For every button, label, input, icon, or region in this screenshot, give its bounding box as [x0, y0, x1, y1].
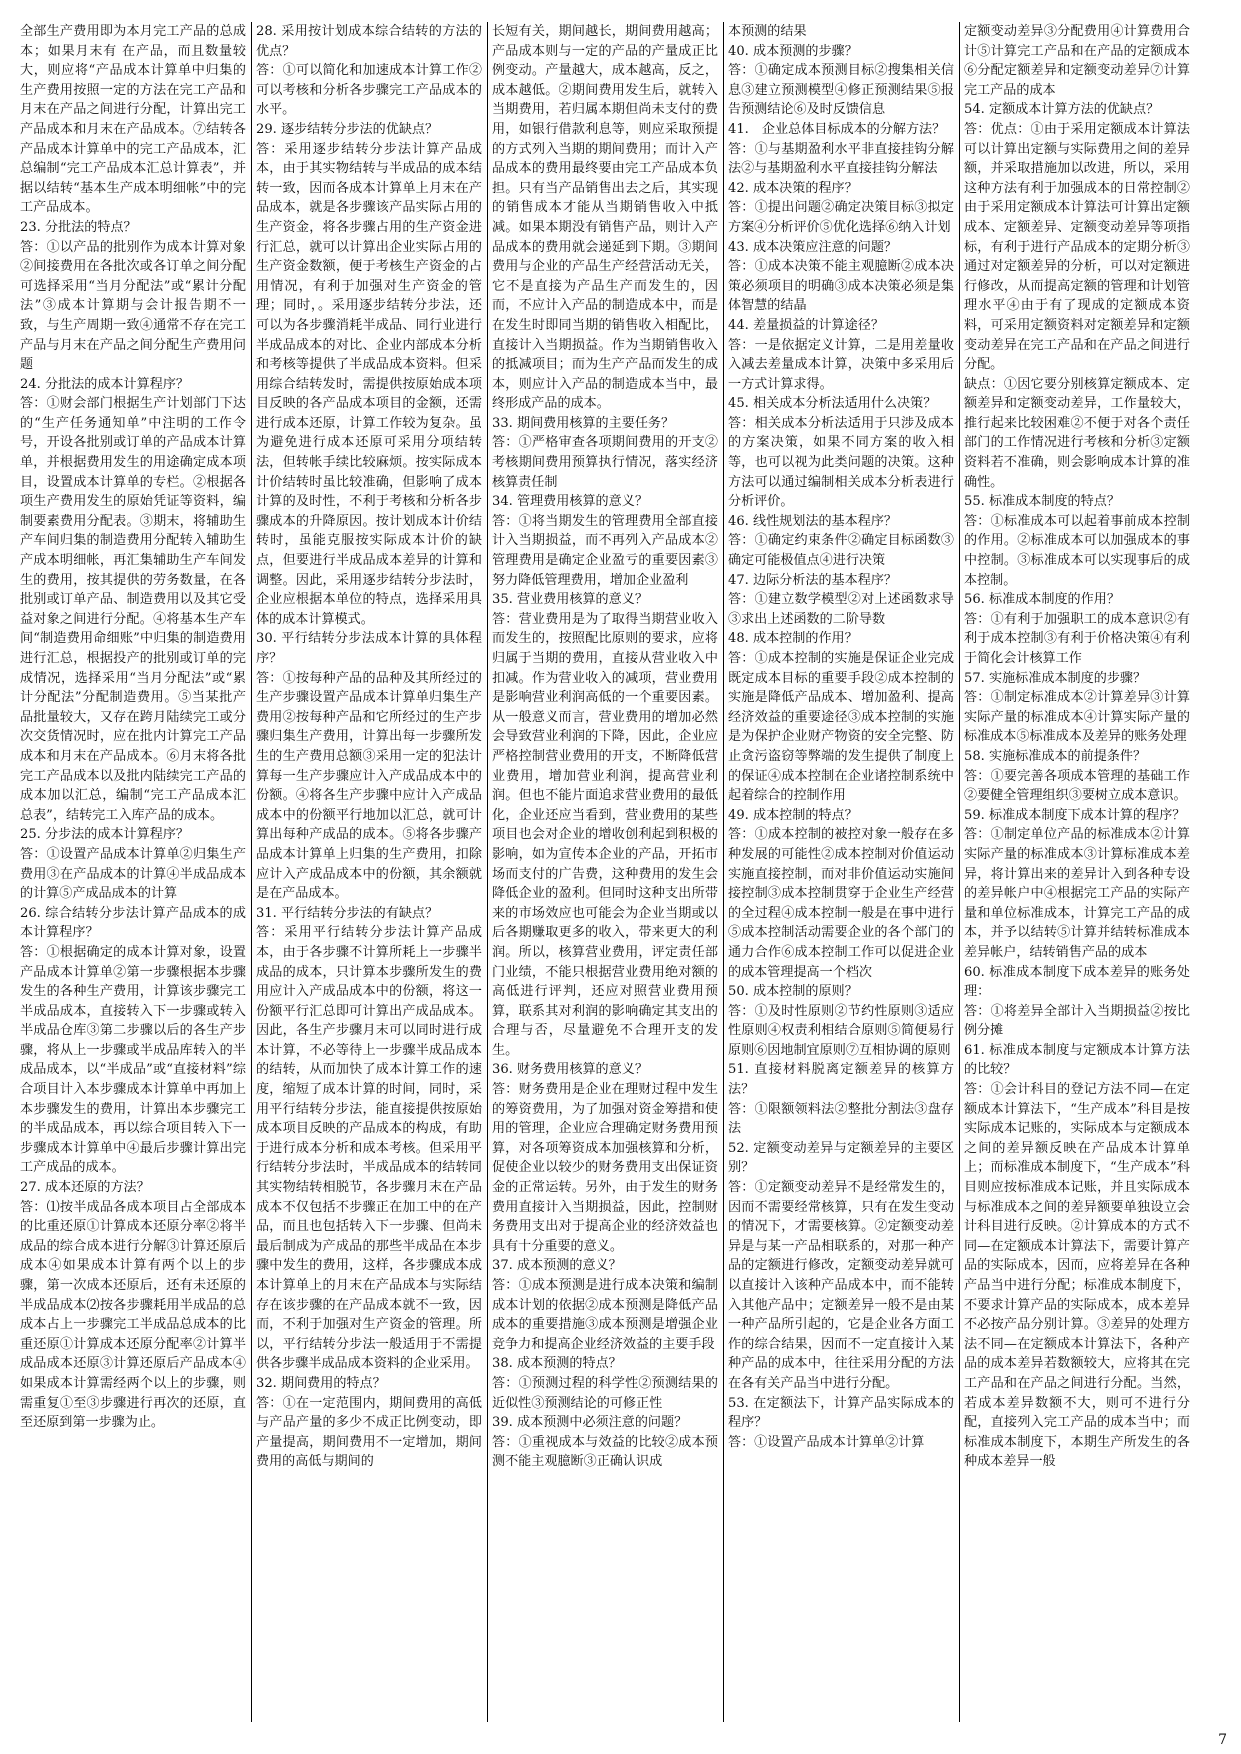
answer-paragraph: 答：①制定标准成本②计算差异③计算实际产量的标准成本④计算实际产量的标准成本⑤标准成本及差异的账务处理 [964, 690, 1190, 745]
question-heading: 38. 成本预测的特点？ [492, 1356, 622, 1372]
question-heading: 33. 期间费用核算的主要任务？ [492, 415, 675, 431]
answer-paragraph: 答：相关成本分析法适用于只涉及成本的方案决策，如果不同方案的收入相等，也可以视为此类问题的决策。这种方法可以通过编制相关成本分析表进行分析评价。 [728, 415, 954, 510]
question-heading: 31. 平行结转分步法的有缺点？ [256, 905, 439, 921]
column-divider [959, 22, 960, 1722]
answer-paragraph: 答：①成本控制的实施是保证企业完成既定成本目标的重要手段②成本控制的实施是降低产品成本、增加盈利、提高经济效益的重要途径③成本控制的实施是为保护企业财产物资的安全完整、防止贪污盗窃等弊端的发生提供了制度上的保证④成本控制在企业诸控制系统中起着综合的控制作用 [728, 651, 954, 804]
column-divider [723, 22, 724, 1722]
answer-paragraph: 答：采用逐步结转分步法计算产品成本，由于其实物结转与半成品的成本结转一致，因而各成本计算单上月末在产品成本，就是各步骤该产品实际占用的生产资金，将各步骤占用的生产资金进行汇总，就可以计算出企业实际占用的生产资金数额，便于考核生产资金的占用情况，有利于加强对生产资金的管理；同时，。采用逐步结转分步法，还可以为各步骤消耗半成品、同行业进行半成品成本的对比、企业内部成本分析和考核等提供了半成品成本资料。但采用综合结转发时，需提供按原始成本项目反映的各产品成本项目的金额，还需进行成本还原，计算工作较为复杂。虽为避免进行成本还原可采用分项结转法，但转帐手续比较麻烦。按实际成本计价结转时虽比较准确，但影响了成本计算的及时性，不利于考核和分析各步骤成本的升降原因。按计划成本计价结转时，虽能克服按实际成本计价的缺点，但要进行半成品成本差异的计算和调整。因此，采用逐步结转分步法时，企业应根据本单位的特点，选择采用具体的成本计算模式。 [256, 141, 482, 627]
answer-paragraph: 答：①确定成本预测目标②搜集相关信息③建立预测模型④修正预测结果⑤报告预测结论⑥及时反馈信息 [728, 63, 954, 118]
question-heading: 47. 边际分析法的基本程序？ [728, 572, 898, 588]
question-heading: 35. 营业费用核算的意义？ [492, 592, 648, 608]
answer-paragraph: 答：①制定单位产品的标准成本②计算实际产量的标准成本③计算标准成本差异，将计算出来的差异计入到各种专设的差异帐户中④根据完工产品的实际产量和单位标准成本，计算完工产品的成本，并予以结转⑤计算并结转标准成本差异帐户，结转销售产品的成本 [964, 827, 1190, 960]
question-heading: 24. 分批法的成本计算程序？ [20, 376, 190, 392]
answer-paragraph: 答：①及时性原则②节约性原则③适应性原则④权责利相结合原则⑤简便易行原则⑥因地制宜原则⑦互相协调的原则 [728, 1003, 954, 1058]
question-heading: 58. 实施标准成本的前提条件？ [964, 748, 1147, 764]
question-heading: 39. 成本预测中必须注意的问题？ [492, 1415, 688, 1431]
question-heading: 52. 定额变动差异与定额差异的主要区别？ [728, 1140, 954, 1176]
text-paragraph: 本预测的结果 [728, 24, 807, 39]
question-heading: 48. 成本控制的作用？ [728, 631, 858, 647]
question-heading: 36. 财务费用核算的意义？ [492, 1062, 648, 1078]
question-heading: 32. 期间费用的特点？ [256, 1375, 386, 1391]
question-heading: 25. 分步法的成本计算程序？ [20, 827, 190, 843]
column-divider [487, 22, 488, 1722]
text-paragraph: 长短有关，期间越长，期间费用越高；产品成本则与一定的产品的产量成正比例变动。产量越大，成本越高，反之，成本越低。②期间费用发生后，就转入当期费用，若归属本期但尚未支付的费用，如银行借款利息等，则应采取预提的方式列入当期的期间费用；而计入产品成本的费用最终要由完工产品成本负担。只有当产品销售出去之后，其实现的销售成本才能从当期销售收入中抵减。如果本期没有销售产品，则计入产品成本的费用就会递延到下期。③期间费用与企业的产品生产经营活动无关，它不是直接为产品生产而发生的，因而，不应计入产品的制造成本中，而是在发生时即同当期的销售收入相配比，直接计入当期损益。作为当期销售收入的抵减项目；而为生产产品而发生的成本，则应计入产品的制造成本当中，最终形成产品的成本。 [492, 24, 718, 412]
answer-paragraph: 答：①会计科目的登记方法不同—在定额成本计算法下，“生产成本”科目是按实际成本记账的，实际成本与定额成本之间的差异额反映在产品成本计算单上；而标准成本制度下，“生产成本”科目则应按标准成本记账，并且实际成本与标准成本之间的差异额要单独设立会计科目进行反映。②计算成本的方式不同—在定额成本计算法下，需要计算产品的实际成本，因而，应将差异在各种产品当中进行分配；标准成本制度下，不要求计算产品的实际成本，成本差异不必按产品分别计算。③差异的处理方法不同—在定额成本计算法下，各种产品的成本差异若数额较大，应将其在完工产品和在产品之间进行分配。当然，若成本差异数额不大，则可不进行分配，直接列入完工产品的成本当中；而标准成本制度下，本期生产所发生的各种成本差异一般 [964, 1082, 1190, 1470]
answer-paragraph: 答：财务费用是企业在理财过程中发生的筹资费用，为了加强对资金筹措和使用的管理，企业应合理确定财务费用预算，对各项筹资成本加强核算和分析，促使企业以较少的财务费用支出保证资金的正常运转。另外，由于发生的财务费用直接计入当期损益，因此，控制财务费用支出对于提高企业的经济效益也具有十分重要的意义。 [492, 1082, 718, 1254]
question-heading: 55. 标准成本制度的特点？ [964, 494, 1120, 510]
question-heading: 23. 分批法的特点？ [20, 219, 137, 235]
question-heading: 28. 采用按计划成本综合结转的方法的优点？ [256, 24, 482, 59]
answer-paragraph: 答：①要完善各项成本管理的基础工作②要健全管理组织③要树立成本意识。 [964, 768, 1190, 804]
answer-paragraph: 答：①与基期盈利水平非直接挂钩分解法②与基期盈利水平直接挂钩分解法 [728, 141, 954, 177]
answer-paragraph: 答：①根据确定的成本计算对象，设置产品成本计算单②第一步骤根据本步骤发生的各种生产费用，计算该步骤完工半成品成本，直接转入下一步骤或转入半成品仓库③第二步骤以后的各生产步骤，将从上一步骤或半成品库转入的半成品成本，以“半成品”或“直接材料”综合项目计入本步骤成本计算单中再加上本步骤发生的费用，计算出本步骤完工的半成品成本，再以综合项目转入下一步骤成本计算单中④最后步骤计算出完工产成品的成本。 [20, 944, 246, 1176]
question-heading: 49. 成本控制的特点？ [728, 807, 858, 823]
answer-paragraph: 答：①以产品的批别作为成本计算对象②间接费用在各批次或各订单之间分配可选择采用“当月分配法”或“累计分配法”③成本计算期与会计报告期不一致，与生产周期一致④通常不存在完工产品与月末在产品之间分配生产费用问题 [20, 239, 246, 373]
answer-paragraph: 答：①将当期发生的管理费用全部直接计入当期损益，而不再列入产品成本②管理费用是确定企业盈亏的重要因素③努力降低管理费用，增加企业盈利 [492, 513, 718, 588]
answer-paragraph: 答：①定额变动差异不是经常发生的，因而不需要经常核算，只有在发生变动的情况下，才需要核算。②定额变动差异是与某一产品相联系的，对那一种产品的定额进行修改，定额变动差异就可以直接计入该种产品成本中，而不能转入其他产品中；定额差异一般不是由某一种产品所引起的，它是企业各方面工作的综合结果，因而不一定直接计入某种产品的成本中，往往采用分配的方法在各有关产品当中进行分配。 [728, 1180, 954, 1391]
answer-paragraph: 答：①设置产品成本计算单②归集生产费用③在产品成本的计算④半成品成本的计算⑤产成品成本的计算 [20, 846, 246, 902]
answer-paragraph: 答：①将差异全部计入当期损益②按比例分摊 [964, 1003, 1190, 1039]
answer-paragraph: 答：①预测过程的科学性②预测结果的近似性③预测结论的可修正性 [492, 1375, 718, 1411]
answer-paragraph: 答：①提出问题②确定决策目标③拟定方案④分析评价⑤优化选择⑥纳入计划 [728, 200, 954, 235]
answer-paragraph: 答：①建立数学模型②对上述函数求导③求出上述函数的二阶导数 [728, 592, 954, 627]
question-heading: 43. 成本决策应注意的问题？ [728, 239, 898, 255]
text-column-4 [728, 22, 954, 1722]
answer-paragraph: 答：①按每种产品的品种及其所经过的生产步骤设置产品成本计算单归集生产费用②按每种产品和它所经过的生产步骤归集生产费用，计算出每一步骤所发生的生产费用总额③采用一定的犯法计算每一生产步骤应计入产成品成本中的份额。④将各生产步骤中应计入产成品成本中的份额平行地加以汇总，就可计算出每种产成品的成本。⑤将各步骤产品成本计算单上归集的生产费用，扣除应计入产成品成本中的份额，其余额就是在产品成本。 [256, 670, 482, 902]
question-heading: 60. 标准成本制度下成本差异的账务处理： [964, 964, 1190, 1000]
text-column-1 [20, 22, 246, 1722]
answer-paragraph: 答：采用平行结转分步法计算产品成本，由于各步骤不计算所耗上一步骤半成品的成本，只计算本步骤所发生的费用应计入产成品成本中的份额，将这一份额平行汇总即可计算出产成品成本。因此，各生产步骤月末可以同时进行成本计算，不必等待上一步骤半成品成本的结转，从而加快了成本计算工作的速度，缩短了成本计算的时间，同时，采用平行结转分步法，能直接提供按原始成本项目反映的产品成本的构成，有助于进行成本分析和成本考核。但采用平行结转分步法时，半成品成本的结转同其实物结转相脱节，各步骤月末在产品成本不仅包括不步骤正在加工中的在产品，而且也包括转入下一步骤、但尚未最后制成为产成品的那些半成品在本步骤中发生的费用，这样，各步骤成本成本计算单上的月末在产品成本与实际结存在该步骤的在产品成本就不一致，因而，不利于加强对生产资金的管理。所以，平行结转分步法一般适用于不需提供各步骤半成品成本资料的企业采用。 [256, 925, 482, 1372]
answer-paragraph: 答：①严格审查各项期间费用的开支②考核期间费用预算执行情况，落实经济核算责任制 [492, 435, 718, 490]
answer-paragraph: 答：①在一定范围内，期间费用的高低与产品产量的多少不成正比例变动，即产量提高，期间费用不一定增加，期间费用的高低与期间的 [256, 1395, 482, 1470]
answer-paragraph: 答：①成本预测是进行成本决策和编制成本计划的依据②成本预测是降低产品成本的重要措施③成本预测是增强企业竞争力和提高企业经济效益的主要手段 [492, 1278, 718, 1352]
answer-paragraph: 答：①可以简化和加速成本计算工作②可以考核和分析各步骤完工产品成本的水平。 [256, 63, 482, 118]
text-paragraph: 全部生产费用即为本月完工产品的总成本；如果月末有 在产品，而且数量较大，则应将“产品成本计算单中归集的生产费用按照一定的方法在完工产品和月末在产品之间进行分配，计算出完工产品成本和月末在产品成本。⑦结转各产品成本计算单中的完工产品成本，汇总编制“完工产品成本汇总计算表”，并据以结转“基本生产成本明细帐”中的完工产品成本。 [20, 24, 246, 216]
text-column-3 [492, 22, 718, 1722]
question-heading: 30. 平行结转分步法成本计算的具体程序？ [256, 631, 482, 666]
question-heading: 61. 标准成本制度与定额成本计算方法的比较？ [964, 1042, 1190, 1078]
question-heading: 53. 在定额法下，计算产品实际成本的程序？ [728, 1395, 954, 1431]
text-column-2 [256, 22, 482, 1722]
question-heading: 40. 成本预测的步骤？ [728, 43, 858, 59]
question-heading: 54. 定额成本计算方法的优缺点？ [964, 102, 1160, 118]
question-heading: 59. 标准成本制度下成本计算的程序？ [964, 807, 1186, 823]
question-heading: 41. 企业总体目标成本的分解方法？ [728, 121, 946, 137]
answer-paragraph: 答：①成本控制的被控对象一般存在多种发展的可能性②成本控制对价值运动实施直接控制，而对非价值运动实施间接控制③成本控制贯穿于企业生产经营的全过程④成本控制一般是在事中进行⑤成本控制活动需要企业的各个部门的通力合作⑥成本控制工作可以促进企业的成本管理提高一个档次 [728, 827, 954, 980]
answer-paragraph: 答：①重视成本与效益的比较②成本预测不能主观臆断③正确认识成 [492, 1434, 718, 1470]
question-heading: 37. 成本预测的意义？ [492, 1258, 622, 1274]
document-page [20, 22, 1223, 1722]
answer-paragraph: 答：一是依据定义计算，二是用差量收入减去差量成本计算，决策中多采用后一方式计算求得。 [728, 337, 954, 392]
question-heading: 44. 差量损益的计算途径？ [728, 317, 884, 333]
question-heading: 51. 直接材料脱离定额差异的核算方法？ [728, 1062, 954, 1098]
question-heading: 26. 综合结转分步法计算产品成本的成本计算程序？ [20, 905, 246, 941]
answer-paragraph: 答：①有利于加强职工的成本意识②有利于成本控制③有利于价格决策④有利于简化会计核算工作 [964, 611, 1190, 666]
answer-paragraph: 答：①财会部门根据生产计划部门下达的“生产任务通知单”中注明的工作令号，开设各批别或订单的产品成本计算单，并根据费用发生的用途确定成本项目，设置成本计算单的专栏。②根据各项生产费用发生的原始凭证等资料，编制要素费用分配表。③期末，将辅助生产车间归集的制造费用分配转入辅助生产成本明细帐，再汇集辅助生产车间发生的费用，按其提供的劳务数量，在各批别或订单产品、制造费用以及其它受益对象之间进行分配。④将基本生产车间“制造费用命细账”中归集的制造费用进行汇总，根据投产的批别或订单的完成情况，选择采用“当月分配法”或“累计分配法”分配制造费用。⑤当某批产品批量较大，又存在跨月陆续完工或分次交货情况时，应在批内计算完工产品成本和月末在产品成本。⑥月末将各批完工产品成本以及批内陆续完工产品的成本加以汇总，编制“完工产品成本汇总表”，结转完工入库产品的成本。 [20, 396, 246, 823]
answer-paragraph: 答：⑴按半成品各成本项目占全部成本的比重还原①计算成本还原分率②将半成品的综合成本进行分解③计算还原后成本④如果成本计算有两个以上的步骤，第一次成本还原后，还有未还原的半成品成本⑵按各步骤耗用半成品的总成本占上一步骤完工半成品总成本的比重还原①计算成本还原分配率②计算半成品成本还原③计算还原后产品成本④如果成本计算需经两个以上的步骤，则需重复①至③步骤进行再次的还原，直至还原到第一步骤为止。 [20, 1199, 246, 1431]
answer-paragraph: 缺点：①因它要分别核算定额成本、定额差异和定额变动差异，工作量较大，推行起来比较困难②不便于对各个责任部门的工作情况进行考核和分析③定额资料若不准确，则会影响成本计算的准确性。 [964, 376, 1190, 490]
question-heading: 56. 标准成本制度的作用？ [964, 592, 1120, 608]
answer-paragraph: 答：营业费用是为了取得当期营业收入而发生的，按照配比原则的要求，应将归属于当期的费用，直接从营业收入中扣减。作为营业收入的减项，营业费用是影响营业利润高低的一个重要因素。从一般意义而言，营业费用的增加必然会导致营业利润的下降，因此，企业应严格控制营业费用的开支，不断降低营业费用，增加营业利润，提高营业利润。但也不能片面追求营业费用的最低化，企业还应当看到，营业费用的某些项目也会对企业的增收创利起到积极的影响，如为宣传本企业的产品，开拓市场而支付的广告费，这种费用的发生会降低企业的盈利。但同时这种支出所带来的市场效应也可能会为企业当期或以后各期赚取更多的收入，带来更大的利润。所以，核算营业费用，评定责任部门业绩，不能只根据营业费用绝对额的高低进行评判，还应对照营业费用预算，联系其对利润的影响确定其支出的合理与否，尽量避免不合理开支的发生。 [492, 611, 718, 1058]
answer-paragraph: 答：①设置产品成本计算单②计算 [728, 1434, 925, 1450]
question-heading: 50. 成本控制的原则？ [728, 984, 858, 1000]
page-number: 7 [1218, 1732, 1227, 1748]
question-heading: 45. 相关成本分析法适用什么决策？ [728, 396, 937, 412]
question-heading: 34. 管理费用核算的意义？ [492, 494, 648, 510]
column-divider [251, 22, 252, 1722]
answer-paragraph: 答：优点：①由于采用定额成本计算法可以计算出定额与实际费用之间的差异额，并采取措施加以改进，所以，采用这种方法有利于加强成本的日常控制②由于采用定额成本计算法可计算出定额成本、定额差异、定额变动差异等项指标，有利于进行产品成本的定期分析③通过对定额差异的分析，可以对定额进行修改，从而提高定额的管理和计划管理水平④由于有了现成的定额成本资料，可采用定额资料对定额差异和定额变动差异在完工产品和在产品之间进行分配。 [964, 121, 1190, 373]
answer-paragraph: 答：①成本决策不能主观臆断②成本决策必须项目的明确③成本决策必须是集体智慧的结晶 [728, 259, 954, 314]
answer-paragraph: 答：①限额领料法②整批分割法③盘存法 [728, 1101, 954, 1137]
question-heading: 46. 线性规划法的基本程序？ [728, 513, 898, 529]
question-heading: 29. 逐步结转分步法的优缺点？ [256, 121, 439, 137]
text-paragraph: 定额变动差异③分配费用④计算费用合计⑤计算完工产品和在产品的定额成本⑥分配定额差异和定额变动差异⑦计算完工产品的成本 [964, 24, 1190, 98]
question-heading: 27. 成本还原的方法？ [20, 1180, 150, 1196]
question-heading: 42. 成本决策的程序？ [728, 180, 858, 196]
question-heading: 57. 实施标准成本制度的步骤？ [964, 670, 1147, 686]
answer-paragraph: 答：①标准成本可以起着事前成本控制的作用。②标准成本可以加强成本的事中控制。③标准成本可以实现事后的成本控制。 [964, 513, 1190, 588]
answer-paragraph: 答：①确定约束条件②确定目标函数③确定可能极值点④进行决策 [728, 533, 954, 569]
text-column-5 [964, 22, 1190, 1722]
